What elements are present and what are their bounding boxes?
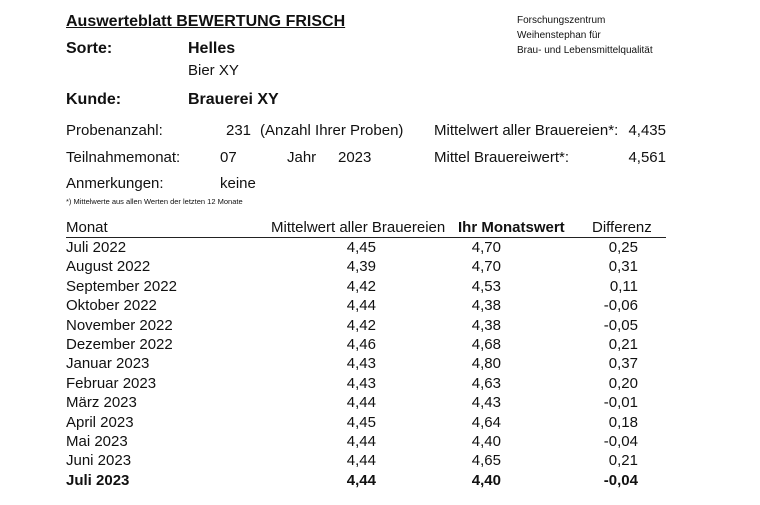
cell-monat: Mai 2023 [66,432,128,450]
cell-monat: Juli 2023 [66,471,130,489]
anmerkungen-label: Anmerkungen: [66,175,164,192]
cell-monat: Dezember 2022 [66,335,173,353]
anmerkungen-value: keine [220,175,256,192]
jahr-value: 2023 [338,149,372,166]
cell-differenz: 0,21 [608,452,638,470]
sorte-value: Helles [188,40,236,57]
footnote: *) Mittelwerte aus allen Werten der letzten 12 Monate [66,197,243,206]
header-monat: Monat [66,219,108,236]
probenanzahl-label: Probenanzahl: [66,122,163,139]
table-row [66,393,666,412]
cell-mittelwert: 4,44 [346,432,376,450]
cell-monat: April 2023 [66,413,134,431]
teilnahmemonat-value: 07 [220,149,237,166]
results-table [66,238,666,490]
cell-differenz: -0,01 [603,394,638,412]
table-row [66,238,666,257]
mittel-brauerei-label: Mittel Brauereiwert*: [434,149,570,166]
cell-mittelwert: 4,44 [346,471,376,489]
cell-monat: Juni 2023 [66,452,132,470]
cell-differenz: -0,04 [603,432,638,450]
cell-mittelwert: 4,42 [346,316,376,334]
institute-line-1: Forschungszentrum [517,15,606,26]
header-differenz: Differenz [592,219,652,236]
header-ihr-monatswert: Ihr Monatswert [458,219,565,236]
cell-differenz: -0,04 [603,471,638,489]
institute-line-2: Weihenstephan für [517,30,601,41]
cell-differenz: 0,25 [608,239,638,256]
table-row [66,296,666,315]
cell-mittelwert: 4,46 [346,335,376,353]
cell-differenz: 0,31 [608,258,638,276]
cell-ihr-monatswert: 4,80 [471,355,501,373]
cell-monat: September 2022 [66,277,177,295]
cell-monat: Juli 2022 [66,239,127,256]
cell-monat: Januar 2023 [66,355,150,373]
table-row [66,316,666,335]
table-row [66,432,666,451]
table-row [66,257,666,276]
cell-differenz: -0,06 [603,297,638,315]
institute-line-3: Brau- und Lebensmittelqualität [517,45,653,56]
table-row [66,335,666,354]
cell-ihr-monatswert: 4,68 [471,335,501,353]
cell-ihr-monatswert: 4,70 [471,258,501,276]
document-title: Auswerteblatt BEWERTUNG FRISCH [66,13,346,30]
cell-mittelwert: 4,44 [346,452,376,470]
cell-monat: Februar 2023 [66,374,157,392]
kunde-value: Brauerei XY [188,91,279,108]
teilnahmemonat-label: Teilnahmemonat: [66,149,181,166]
cell-ihr-monatswert: 4,40 [471,432,501,450]
cell-monat: November 2022 [66,316,173,334]
table-row [66,451,666,470]
header-mittelwert: Mittelwert aller Brauereien [271,219,446,236]
cell-ihr-monatswert: 4,70 [471,239,501,256]
mittelwert-alle-value: 4,435 [628,122,666,139]
cell-monat: Oktober 2022 [66,297,157,315]
cell-ihr-monatswert: 4,64 [471,413,501,431]
table-row [66,471,666,490]
probenanzahl-value: 231 [226,122,252,139]
cell-differenz: 0,18 [608,413,638,431]
cell-ihr-monatswert: 4,38 [471,316,501,334]
cell-differenz: -0,05 [603,316,638,334]
mittel-brauerei-value: 4,561 [628,149,666,166]
cell-mittelwert: 4,44 [346,297,376,315]
cell-differenz: 0,11 [609,277,638,295]
probenanzahl-note: (Anzahl Ihrer Proben) [260,122,404,139]
cell-monat: März 2023 [66,394,137,412]
jahr-label: Jahr [287,149,317,166]
kunde-label: Kunde: [66,91,122,108]
sorte-sub: Bier XY [188,62,239,79]
cell-ihr-monatswert: 4,38 [471,297,501,315]
cell-mittelwert: 4,45 [346,239,376,256]
cell-ihr-monatswert: 4,63 [471,374,501,392]
table-row [66,413,666,432]
cell-mittelwert: 4,43 [346,374,376,392]
cell-differenz: 0,37 [608,355,638,373]
cell-ihr-monatswert: 4,43 [471,394,501,412]
cell-differenz: 0,21 [608,335,638,353]
cell-monat: August 2022 [66,258,151,276]
cell-differenz: 0,20 [608,374,638,392]
table-row [66,277,666,296]
table-row [66,374,666,393]
cell-mittelwert: 4,44 [346,394,376,412]
cell-mittelwert: 4,43 [346,355,376,373]
cell-ihr-monatswert: 4,53 [471,277,501,295]
sorte-label: Sorte: [66,40,113,57]
cell-mittelwert: 4,45 [346,413,376,431]
cell-ihr-monatswert: 4,65 [471,452,501,470]
table-row [66,354,666,373]
mittelwert-alle-label: Mittelwert aller Brauereien*: [434,122,619,139]
cell-mittelwert: 4,42 [346,277,376,295]
cell-mittelwert: 4,39 [346,258,376,276]
cell-ihr-monatswert: 4,40 [471,471,501,489]
